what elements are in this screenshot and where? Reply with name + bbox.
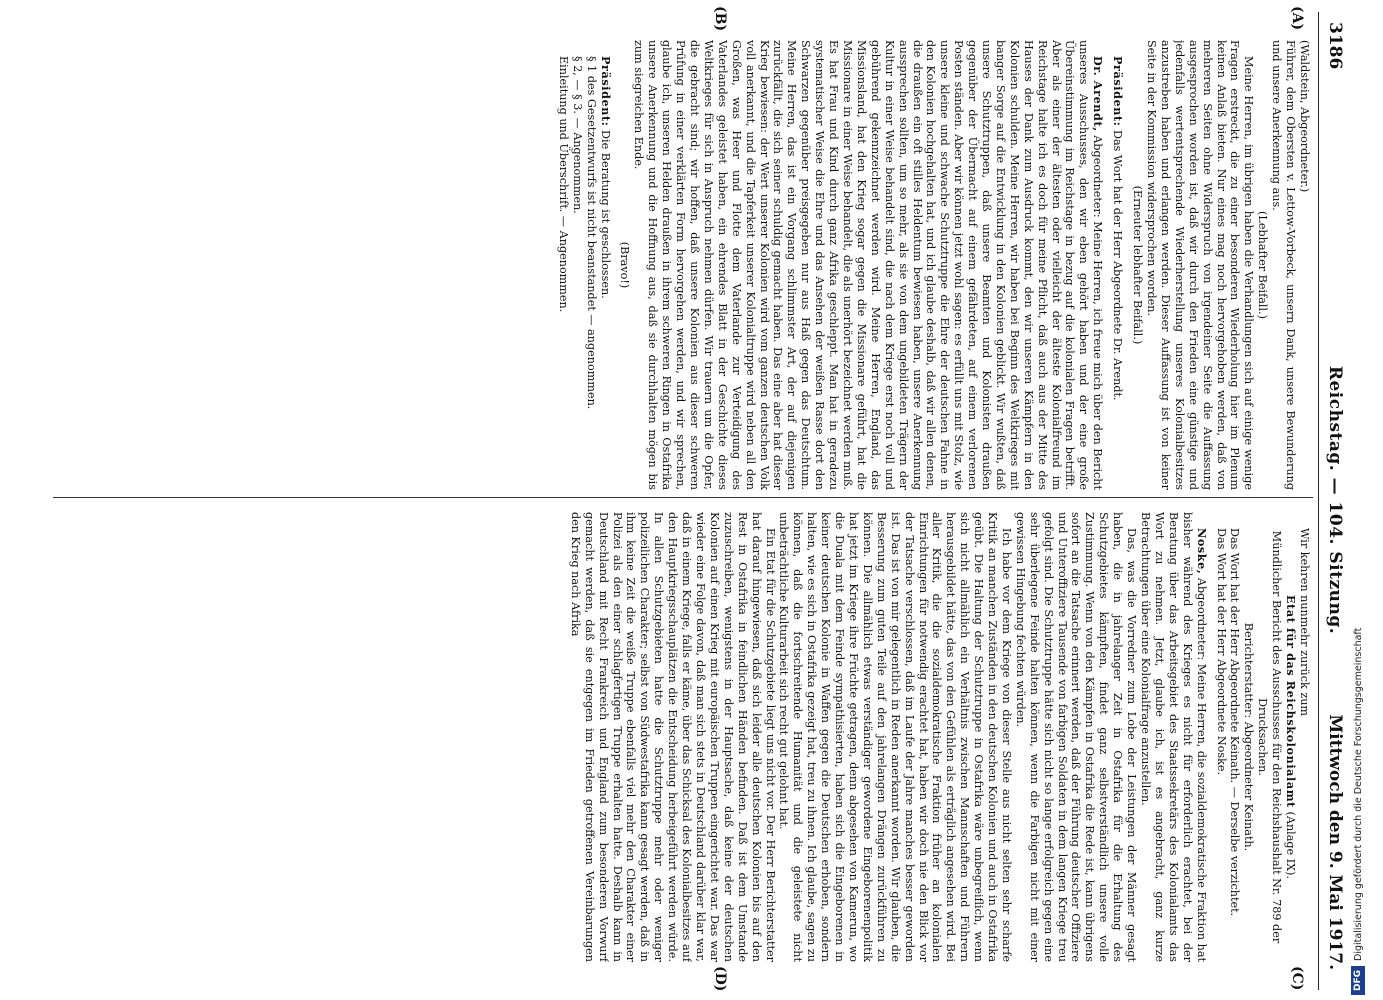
left-text: (Waldstein, Abgeordneter.) (1298, 40, 1311, 193)
left-paragraph (1130, 40, 1144, 490)
right-paragraph (1013, 512, 1138, 962)
left-speaker: Präsident: (1111, 56, 1126, 127)
right-text: Abgeordneter: Meine Herren, die sozialdemokratische Fraktion hat bisher während des Krieges es nicht für erforderlich erachtet, bei der Beratung über das Arbeitsgebiet des Staatssekretärs des Kolonialamts das Wort zu nehmen. Jetzt, glaube ich, ist es angebracht, ganz kurze Betrachtungen über eine Kolonialfrage anzustellen. (1139, 512, 1208, 962)
left-text: Führer, dem Obersten v. Lettow-Vorbeck, unsern Dank, unsere Bewunderung und unsere Anerkennung aus. (1270, 40, 1298, 490)
right-paragraph (1241, 512, 1255, 962)
right-paragraph (1255, 512, 1283, 962)
header-rule (1318, 12, 1319, 990)
side-credit (1328, 0, 1376, 1000)
left-paragraph (618, 40, 632, 490)
right-paragraph (1297, 512, 1311, 962)
left-column (56, 40, 1311, 490)
dfg-logo: DFG (1351, 966, 1365, 995)
left-paragraph (584, 40, 598, 490)
left-paragraph (556, 40, 570, 490)
right-paragraph (777, 512, 1013, 962)
right-text: (Anlage IX). (1284, 807, 1298, 880)
column-divider (53, 497, 1313, 498)
left-text: (Bravo!) (618, 241, 632, 289)
left-speaker: Präsident: (598, 56, 613, 127)
right-speaker: Etat für das Reichskolonialamt (1284, 594, 1299, 808)
left-text: Abgeordneter: Meine Herren, ich freue mich über den Bericht unseres Ausschusses, den wir eben gehört haben und der eine große Übereinstimmung im Reichstage in bezug auf die kolonialen Fragen betrifft. Aber als einer der ältesten oder vielleicht der älteste Kolonialfreund im Reichstage halte ich es doch für meine Pflicht, daß auch aus der Mitte des Hauses der Dank zum Ausdruck kommt, den wir unseren Kämpfern in den Kolonien schulden. Meine Herren, wir haben bei Beginn des Weltkrieges mit banger Sorge auf die Entwicklung in den Kolonien geblickt. Wir wußten, daß unsere Schutztruppen, daß unsere Beamten und Kolonisten draußen gegenüber der Übermacht auf einem gefährdeten, auf einem verlorenen Posten ständen. Aber wir können jetzt wohl sagen: es erfüllt uns mit Stolz, wie unsere kleine und schwache Schutztruppe die Ehre der deutschen Fahne in den Kolonien hochgehalten hat, und ich glaube deshalb, daß wir allen denen, die draußen ein oft stilles Heldentum bewiesen haben, unsere Anerkennung aussprechen sollten, um so mehr, als sie von dem ungebildeten Trägern der Kultur in einer Weise behandelt sind, die nach dem Kriege erst noch voll und gebührend gekennzeichnet werden wird. Meine Herren, England, das Missionsland, hat den Krieg sogar gegen die Missionare geführt, hat die Missionare in einer Weise behandelt, die als unerhört bezeichnet werden muß. Es hat Frau und Kind durch ganz Afrika geschleppt. Man hat in geradezu systematischer Weise die Ehre und das Ansehen der weißen Rasse dort den Schwarzen gegenüber preisgegeben nur aus Haß gegen das Deutschtum. Meine Herren, das ist ein Vorgang schlimmster Art, der auf diejenigen zurückfällt, die sich seiner schuldig gemacht haben. Das eine aber hat dieser Krieg bewiesen: der Wert unserer Kolonien wird vom ganzen deutschen Volk voll anerkannt, und die Tapferkeit unserer Kolonialtruppe wird neben all den Großen, was Heer und Flotte dem Vaterlande zur Verteidigung des Vaterlandes geleistet haben, ein ehrendes Blatt in der Geschichte dieses Weltkrieges für sich in Anspruch nehmen dürfen. Wir trauern um die Opfer, die gebracht sind; wir hoffen, daß unsere Kolonien aus dieser schweren Prüfung in einer verklärten Form hervorgehen werden, und wir sprechen, glaube ich, unseren Helden draußen in ihrem schweren Ringen in Ostafrika unsere Anerkennung und die Hoffnung aus, daß sie durchhalten mögen bis zum siegreichen Ende. (632, 40, 1105, 490)
margin-mark-d: (D) (712, 966, 728, 992)
right-text: Das, was die Vorredner zum Lobe der Leistungen der Männer gesagt haben, die in jahrelanger Zeit in Ostafrika für die Erhaltung des Schutzgebietes kämpften, findet ganz selbstverständlich unsere volle Zustimmung. Wenn von den Kämpfen in Ostafrika die Rede ist, kann übrigens sofort an die Tatsache erinnert werden, daß der Führung deutscher Offiziere und Unteroffiziere Tausende von farbigen Soldaten in dem langen Kriege treu gefolgt sind. Die Schutztruppe hätte sich nicht so lange erfolgreich gegen eine sehr überlegene Feinde halten können, wenn die Farbigen nicht mit einer gewissen Hingebung fechten würden. (1013, 512, 1139, 962)
session-date: Mittwoch den 9. Mai 1917. (1325, 714, 1345, 970)
left-paragraph (598, 40, 612, 490)
left-text: (Lebhafter Beifall.) (1256, 211, 1270, 319)
margin-mark-a: (A) (1289, 6, 1305, 31)
margin-mark-c: (C) (1289, 966, 1305, 991)
right-text: Das Wort hat der Herr Abgeordnete Keinath. — Derselbe verzichtet. (1228, 528, 1242, 917)
right-text: Berichterstatter: Abgeordneter Keinath. (1242, 622, 1256, 852)
right-paragraph (568, 512, 777, 962)
left-paragraph (1255, 40, 1269, 490)
left-text: Einleitung und Überschrift. — Angenommen. (556, 56, 570, 313)
left-paragraph (570, 40, 584, 490)
left-paragraph (1297, 40, 1311, 490)
right-text: Ich habe vor dem Kriege von dieser Stelle aus nicht selten sehr scharfe Kritik an manchen Zuständen in den deutschen Kolonien und auch in Ostafrika geübt. Die Haltung der Schutztruppe in Ostafrika wäre unbegreiflich, wenn sich nicht allmählich ein Verhältnis zwischen Mannschaften und Führern herausgebildet hätte, das von den Gefühlen als erträglich angesehen wird. Bei aller Kritik, die die sozialdemokratische Fraktion früher an kolonialen Einrichtungen für notwendig erachtet hat, haben wir doch nie den Blick vor der Tatsache verschlossen, daß im Laufe der Jahre manches besser geworden ist. Das ist von mir gelegentlich in Reden anerkannt worden. Wir glauben, die Besserung zum guten Teile auf den jahrelangen Drängen zurückführen zu können. Die allmählich etwas verständiger gewordene Eingeborenenpolitik hat jetzt im Kriege ihre Früchte getragen, denn abgesehen von Kamerun, wo die Duala mit dem Feinde sympathisierten, haben sich die Eingeborenen in keiner deutschen Kolonie in Waffen gegen die Deutschen erhoben, sondern halten, wie es sich in Ostafrika gezeigt hat, treu zu ihnen. Ich glaube, sagen zu können, daß die fortschreitende Humanität und die geleistete nicht unbeträchtliche Kulturarbeit sich recht gut gelohnt hat. (777, 512, 1013, 962)
page-number: 3186 (1325, 22, 1345, 70)
right-text: Das Wort hat der Herr Abgeordnete Noske. (1214, 528, 1228, 776)
right-paragraph (1138, 512, 1208, 962)
left-paragraph (1110, 40, 1124, 490)
left-text: § 1 des Gesetzentwurfs ist nicht beanstandet — angenommen. (584, 56, 598, 410)
session-title: Reichstag. — 104. Sitzung. (1325, 365, 1345, 635)
left-text: Das Wort hat der Herr Abgeordnete Dr. Arendt. (1111, 126, 1125, 401)
right-paragraph (1214, 512, 1228, 962)
left-text: § 2, — § 3. — Angenommen. (570, 56, 584, 214)
right-paragraph (1283, 512, 1297, 962)
left-text: (Erneuter lebhafter Beifall.) (1131, 185, 1145, 345)
right-text: Mündlicher Bericht des Ausschusses für den Reichshaushalt Nr. 789 der Drucksachen. (1256, 530, 1284, 944)
right-text: Wir kehren nunmehr zurück zum (1298, 528, 1311, 717)
margin-mark-b: (B) (712, 6, 728, 32)
left-paragraph (632, 40, 1105, 490)
right-column (56, 512, 1311, 962)
left-speaker: Dr. Arendt, (1091, 56, 1106, 132)
right-text: Ein Etat für die Schutzgebiete liegt uns nicht vor. Der Herr Berichterstatter hat darauf hingewiesen, daß sich leider alle deutschen Kolonien bis auf den Rest in Ostafrika in feindlichen Händen befinden. Daß ist dem Umstande zuzuschreiben, wenigstens in der Hauptsache, daß keine der deutschen Kolonien auf einen Krieg mit europäischen Truppen eingerichtet war. Das war wieder eine Folge davon, daß man sich stets in Deutschland darüber klar war, daß in einem Kriege, falls er käme, über das Schicksal des Kolonialbesitzes auf den Hauptkriegsschauplätzen die Entscheidung herbeigeführt werden würde. In allen Schutzgebieten hatte die Schutztruppe mehr oder weniger polizeilichen Charakter; selbst von Südwestafrika kann gesagt werden, daß in ihm keine Zeit die weiße Truppe ebenfalls viel mehr den Charakter einer Polizei als den einer schlagfertigen Truppe erhalten hatte. Deshalb kann in Deutschland mit Recht Frankreich und England zum besonderen Vorwurf gemacht werden, daß sie entgegen im Frieden getroffenen Vereinbarungen den Krieg nach Afrika (568, 512, 777, 962)
left-text: Die Beratung ist geschlossen. (598, 126, 612, 299)
left-paragraph (1269, 40, 1297, 490)
left-paragraph (1144, 40, 1255, 490)
right-speaker: Noske, (1194, 528, 1209, 575)
right-spacer (1208, 512, 1214, 962)
right-paragraph (1228, 512, 1242, 962)
credit-text: Digitalisierung gefördert durch die Deutsche Forschungsgemeinschaft (1352, 627, 1364, 961)
left-text: Meine Herren, im übrigen haben die Verhandlungen sich auf einige wenige Fragen erstreckt, die zu einer besonderen Wiederholung hier im Plenum keinen Anlaß bieten. Nur eines mag noch hervorgehoben werden, daß von mehreren Seiten ohne Widerspruch von irgendeiner Seite die Auffassung ausgesprochen worden ist, daß wir durch den Frieden eine günstige und jedenfalls wertentsprechende Wiederherstellung unseres Kolonialbesitzes anzustreben haben und erlangen werden. Dieser Auffassung ist von keiner Seite in der Kommission widersprochen worden. (1145, 40, 1256, 490)
